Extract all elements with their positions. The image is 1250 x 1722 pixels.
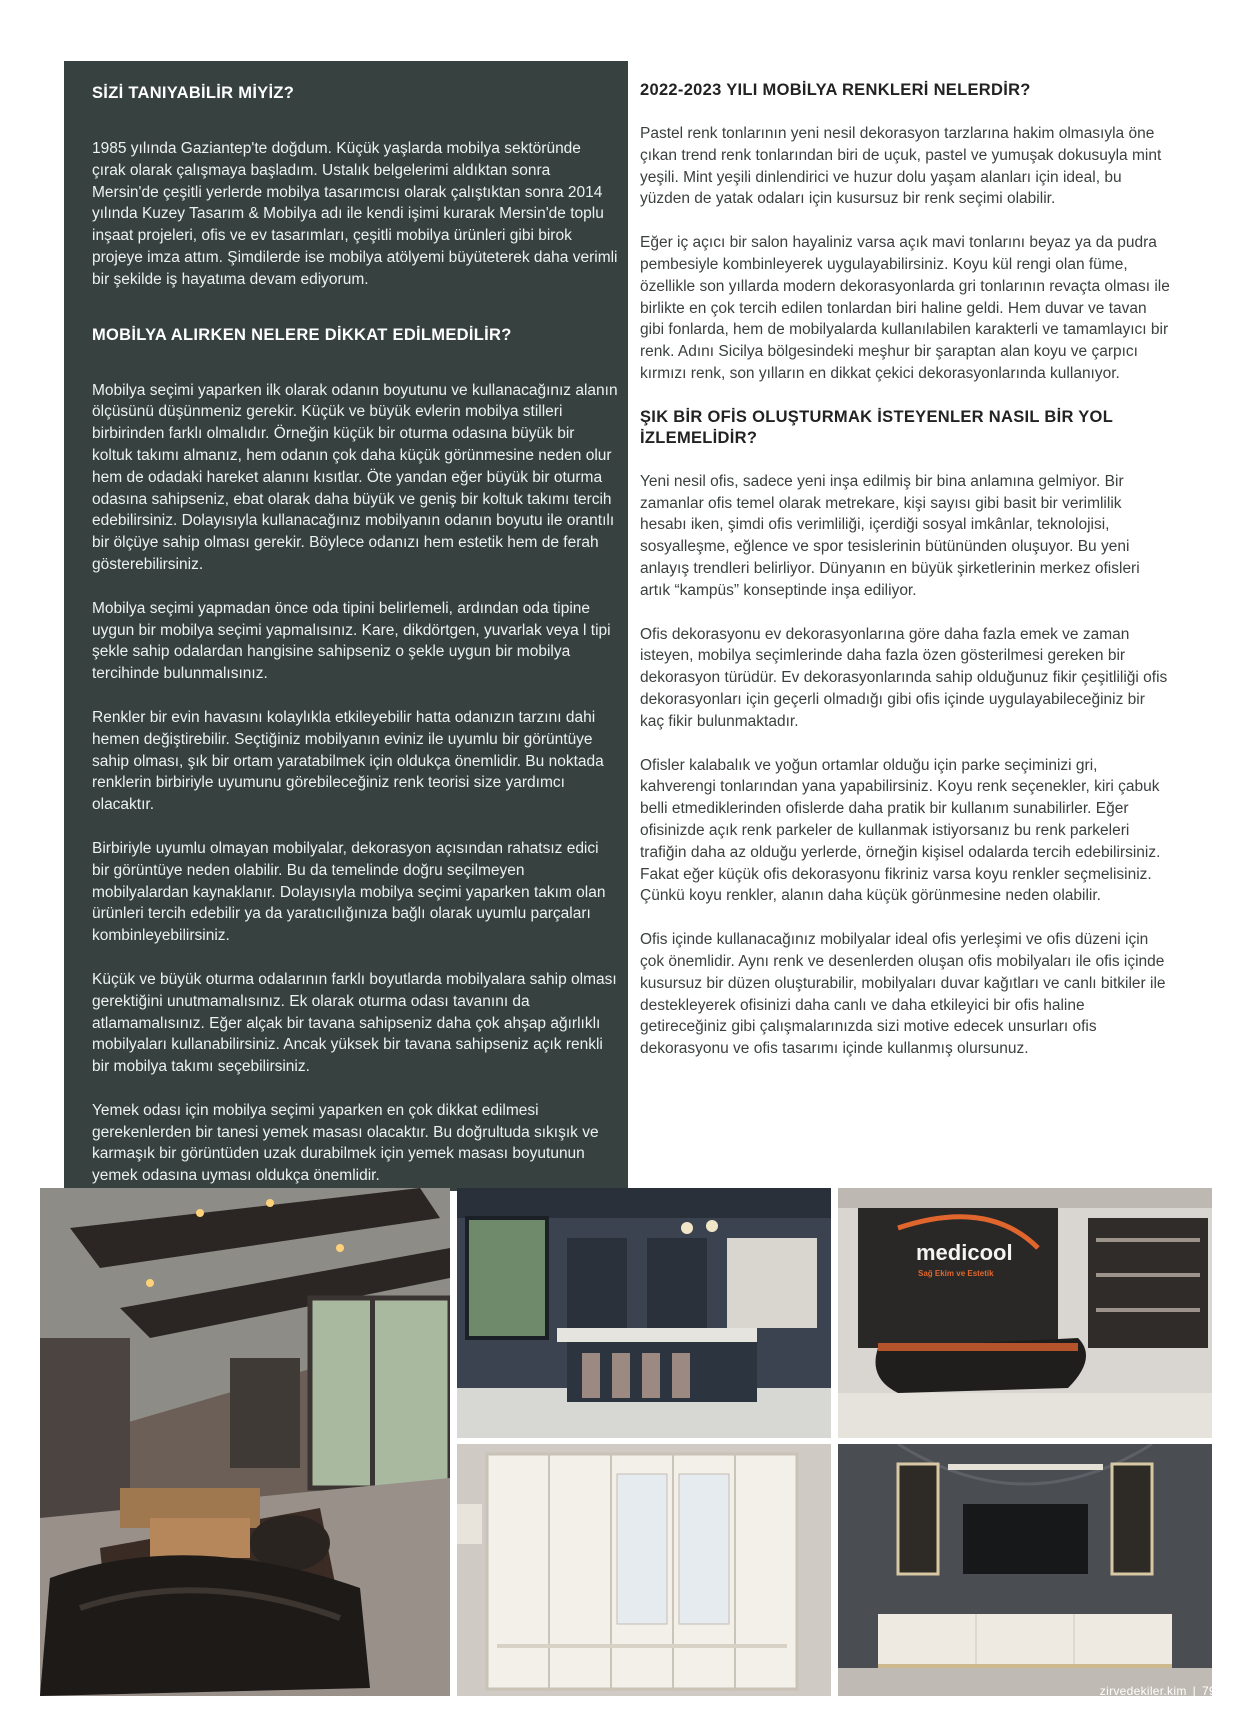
paragraph: Mobilya seçimi yapmadan önce oda tipini belirlemeli, ardından oda tipine uygun bir mobilya seçimi yapmalısınız. Kare, dikdörtgen, yuvarlak veya l tipi şekle sahip odalardan hangisine sahipseniz o şekle uygun bir mobilya tercihinde bulunmalısınız. xyxy=(92,599,611,683)
paragraph: Birbiriyle uyumlu olmayan mobilyalar, dekorasyon açısından rahatsız edici bir görüntüye neden olabilir. Bu da temelinde doğru seçilmeyen mobilyalardan kaynaklanır. Dolayısıyla mobilya seçimi yaparken takım olan ürünleri tercih edebilir ya da yaratıcılığınıza bağlı olarak uyumlu parçaları kombinleyebilirsiniz. xyxy=(92,839,606,945)
paragraph: Yeni nesil ofis, sadece yeni inşa edilmiş bir bina anlamına gelmiyor. Bir zamanlar ofis temel olarak metrekare, kişi sayısı gibi basit bir verimlilik hesabı iken, şimdi ofis verimliliği, içerdiği sosyal imkânlar, teknolojisi, sosyalleşme, eğlence ve spor tesislerinin bütününden oluşuyor. Bu yeni anlayış trendleri belirliyor. Dünyanın en büyük şirketlerinin merkez ofisleri artık “kampüs” konseptinde inşa ediliyor. xyxy=(640,472,1140,599)
paragraph: Mobilya seçimi yaparken ilk olarak odanın boyutunu ve kullanacağınız alanın ölçüsünü düşünmeniz gerekir. Küçük ve büyük evlerin mobilya stilleri birbirinden farklı olmalıdır. Örneğin küçük bir oturma odasına büyük bir koltuk takımı almanız, hem odanın çok daha küçük görünmesine neden olur hem de odadaki hareket alanını kısıtlar. Öte yandan eğer büyük bir oturma odasına sahipseniz, ebat olarak daha büyük ve geniş bir koltuk takımı tercih edebilirsiniz. Dolayısıyla kullanacağınız mobilyanın odanın boyutu ile orantılı bir ölçüye sahip olması gerekir. Böylece odanızı hem estetik hem de ferah gösterebilirsiniz. xyxy=(92,381,618,573)
heading-office: ŞIK BİR OFİS OLUŞTURMAK İSTEYENLER NASIL BİR YOL İZLEMELİDİR? xyxy=(640,407,1113,447)
reception-photo xyxy=(838,1188,1212,1438)
office-interior-photo xyxy=(40,1188,450,1696)
paragraph: Eğer iç açıcı bir salon hayaliniz varsa açık mavi tonlarını beyaz ya da pudra pembesiyle kombinleyerek uygulayabilirsiniz. Koyu kül rengi olan füme, özellikle son yıllarda modern dekorasyonlarda gri tonlarının revaçta olması ile birlikte en çok tercih edilen tonlardan biri haline geldi. Hem duvar ve tavan gibi fonlarda, hem de mobilyalarda kullanılabilen karakterli ve tamamlayıcı bir renk. Adını Sicilya bölgesindeki meşhur bir şaraptan alan koyu ve çarpıcı kırmızı renk, son yılların en dikkat çekici dekorasyonlarında kullanıyor. xyxy=(640,234,1170,382)
paragraph: Pastel renk tonlarının yeni nesil dekorasyon tarzlarına hakim olmasıyla öne çıkan trend renk tonlarından biri de uçuk, pastel ve yumuşak dokusuyla mint yeşili. Mint yeşili dinlendirici ve huzur dolu yaşam alanları için ideal, bu yüzden de yatak odaları için kusursuz bir renk seçimi olabilir. xyxy=(640,125,1162,208)
heading-about: SİZİ TANIYABİLİR MİYİZ? xyxy=(92,84,295,102)
heading-furniture-tips: MOBİLYA ALIRKEN NELERE DİKKAT EDİLMEDİLİR? xyxy=(92,325,512,344)
heading-colors: 2022-2023 YILI MOBİLYA RENKLERİ NELERDİR? xyxy=(640,81,1031,99)
brand-sign-text: medicool xyxy=(916,1240,1013,1265)
page-footer: zirvedekiler.kim | 79 xyxy=(1099,1684,1216,1698)
paragraph: Ofis içinde kullanacağınız mobilyalar ideal ofis yerleşimi ve ofis düzeni için çok önemlidir. Aynı renk ve desenlerden oluşan ofis mobilyaları ile ofis içinde kusursuz bir düzen oluşturabilir, mobilyaları duvar kağıtları ve canlı bitkiler ile destekleyerek ofisinizi daha canlı ve daha etkileyici bir ofis haline getireceğiniz gibi çalışmalarınızda sizi motive edecek unsurları ofis dekorasyonu ve ofis tasarımı içinde kullanmış olursunuz. xyxy=(640,931,1166,1058)
paragraph: Ofis dekorasyonu ev dekorasyonlarına göre daha fazla emek ve zaman isteyen, mobilya seçimlerinde daha fazla özen gösterilmesi gereken bir dekorasyon türüdür. Ev dekorasyonlarında sahip olduğunuz fikir çeşitliliği ofis dekorasyonları için geçerli olmadığı gibi ofis içinde uygulayabileceğiniz bir kaç fikir bulunmaktadır. xyxy=(640,625,1168,730)
paragraph: Ofisler kalabalık ve yoğun ortamlar olduğu için parke seçiminizi gri, kahverengi tonlarından yana yapabilirsiniz. Koyu renk seçenekler, kiri çabuk belli etmediklerinden ofislerde daha pratik bir kullanım sunabilirler. Eğer ofisinizde açık renk parkeler de kullanmak istiyorsanız bu renk parkeleri trafiğin daha az olduğu yerlerde, örneğin kişisel odalarda tercih edebilirsiniz. Fakat eğer küçük ofis dekorasyonu fikriniz varsa koyu renkler seçmelisiniz. Çünkü koyu renkler, alanın daha küçük görünmesine neden olabilir. xyxy=(640,756,1161,905)
brand-sign-subtext: Sağ Ekim ve Estetik xyxy=(918,1269,994,1278)
paragraph: 1985 yılında Gaziantep'te doğdum. Küçük yaşlarda mobilya sektöründe çırak olarak çalışmaya başladım. Ustalık belgelerimi aldıktan sonra Mersin'de çeşitli yerlerde mobilya tasarımcısı olarak çalıştıktan sonra 2014 yılında Kuzey Tasarım & Mobilya adı ile kendi işimi kurarak Mersin'de toplu inşaat projeleri, ofis ve ev tasarımları, çeşitli mobilya ürünleri gibi birok projeye imza attım. Şimdilerde ise mobilya atölyemi büyüteterek daha verimli bir şekilde iş hayatıma devam ediyorum. xyxy=(92,140,618,288)
paragraph: Küçük ve büyük oturma odalarının farklı boyutlarda mobilyalara sahip olması gerektiğini unutmamalısınız. Ek olarak oturma odası tavanını da atlamamalısınız. Eğer alçak bir tavana sahipseniz daha çok ahşap ağırlıklı mobilyaları kullanabilirsiniz. Ancak yüksek bir tavana sahipseniz açık renkli bir mobilya takımı seçebilirsiniz. xyxy=(92,970,617,1076)
page-number: 79 xyxy=(1202,1684,1216,1698)
site-name: zirvedekiler.kim xyxy=(1099,1684,1187,1698)
wardrobe-photo xyxy=(457,1444,831,1696)
right-article-column xyxy=(640,80,1170,1060)
tv-unit-photo xyxy=(838,1444,1212,1696)
paragraph: Yemek odası için mobilya seçimi yaparken en çok dikkat edilmesi gerekenlerden bir tanesi yemek masası olacaktır. Bu doğrultuda sıkışık ve karmaşık bir görüntüden uzak durabilmek için yemek masası boyutunun yemek odasına uyması oldukça önemlidir. xyxy=(92,1101,599,1185)
kitchen-photo xyxy=(457,1188,831,1438)
left-article-panel xyxy=(64,61,628,1191)
paragraph: Renkler bir evin havasını kolaylıkla etkileyebilir hatta odanızın tarzını dahi hemen değiştirebilir. Seçtiğiniz mobilyanın eviniz ile uyumlu bir görüntüye sahip olması, şık bir ortam yaratabilmek için oldukça önemlidir. Bu noktada renklerin birbiriyle uyumunu görebileceğiniz renk teorisi size yardımcı olacaktır. xyxy=(92,708,604,814)
